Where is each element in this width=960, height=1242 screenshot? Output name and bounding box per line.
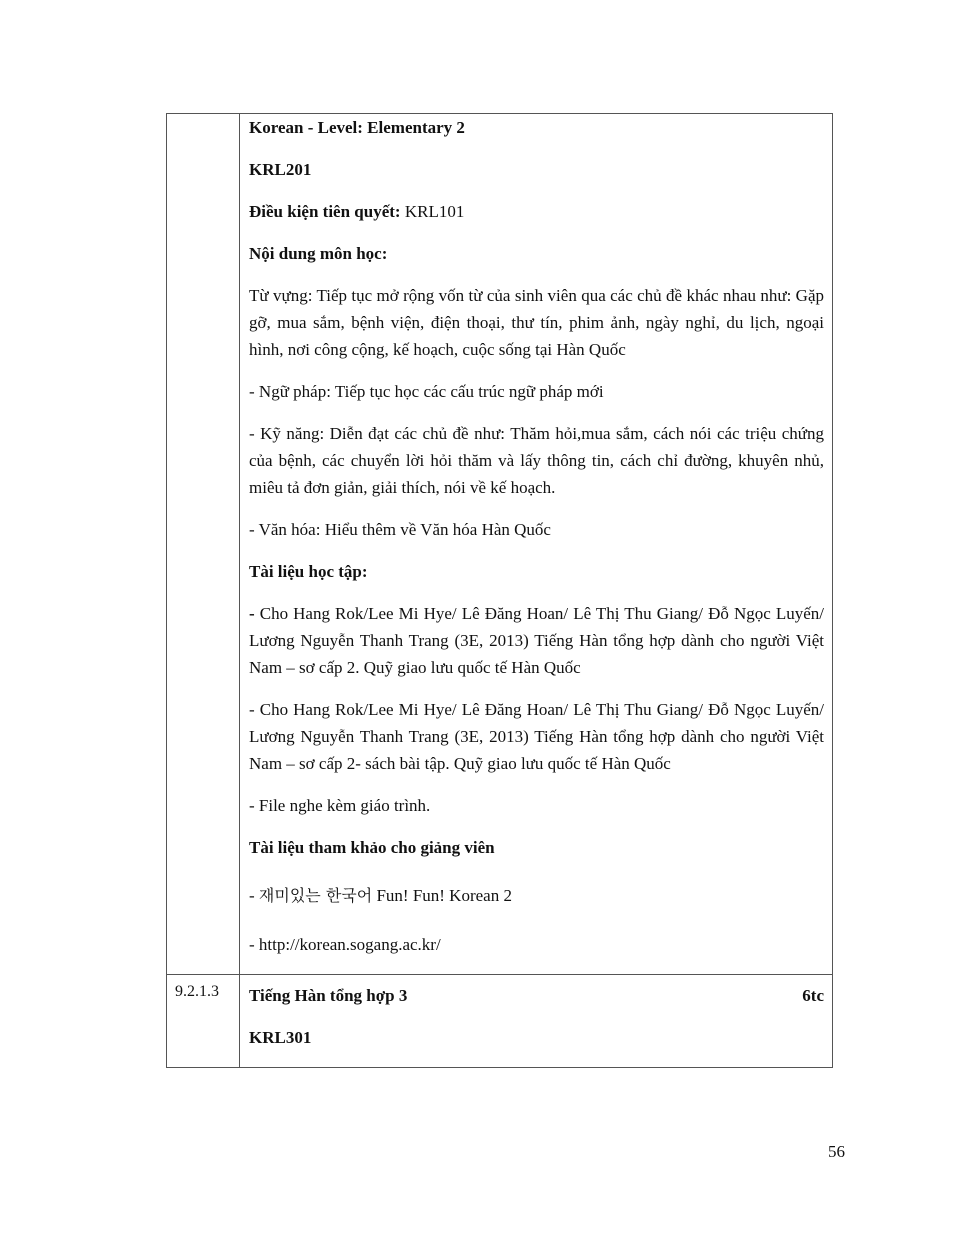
material-item — [249, 600, 824, 681]
reference-heading: Tài liệu tham khảo cho giảng viên — [249, 838, 495, 857]
course-row-krl201 — [167, 114, 832, 974]
course-title: Tiếng Hàn tổng hợp 3 — [249, 986, 408, 1005]
reference-link: - http://korean.sogang.ac.kr/ — [249, 935, 441, 954]
material-item: - File nghe kèm giáo trình. — [249, 796, 431, 815]
course-body-cell — [240, 975, 832, 1067]
course-table — [166, 113, 833, 1068]
course-heading-line — [249, 982, 824, 1009]
course-credits: 6tc — [802, 986, 824, 1005]
course-number-cell: 9.2.1.3 — [167, 975, 240, 1067]
culture-text: - Văn hóa: Hiểu thêm về Văn hóa Hàn Quốc — [249, 520, 551, 539]
course-title: Korean - Level: Elementary 2 — [249, 118, 465, 137]
content-heading: Nội dung môn học: — [249, 244, 388, 263]
skills-text: - Kỹ năng: Diễn đạt các chủ đề như: Thăm hỏi,mua sắm, cách nói các triệu chứng của bệnh, các chuyển lời hỏi thăm và lấy thông tin, cách chỉ đường, khuyên nhủ, miêu tả đơn giản, giải thích, nói về kế hoạch. — [249, 424, 824, 497]
prerequisite-value: KRL101 — [400, 202, 465, 221]
reference-korean-title: 재미있는 한국어 — [258, 886, 373, 905]
reference-item — [249, 882, 824, 909]
grammar-text: - Ngữ pháp: Tiếp tục học các cấu trúc ngữ pháp mới — [249, 382, 604, 401]
course-code: KRL301 — [249, 1028, 312, 1047]
material-dash: - — [249, 604, 255, 623]
material-text: Cho Hang Rok/Lee Mi Hye/ Lê Đăng Hoan/ Lê Thị Thu Giang/ Đỗ Ngọc Luyến/ Lương Nguyễn Thanh Trang (3E, 2013) Tiếng Hàn tổng hợp dành cho người Việt Nam – sơ cấp 2. Quỹ giao lưu quốc tế Hàn Quốc — [249, 604, 824, 677]
course-row-krl301 — [167, 974, 832, 1067]
vocabulary-text: Từ vựng: Tiếp tục mở rộng vốn từ của sinh viên qua các chủ đề khác nhau như: Gặp gỡ, mua sắm, bệnh viện, điện thoại, thư tín, phim ảnh, ngày nghỉ, du lịch, ngoại hình, nơi công cộng, kế hoạch, cuộc sống tại Hàn Quốc — [249, 286, 824, 359]
course-body-cell — [240, 114, 832, 974]
course-number-cell — [167, 114, 240, 974]
course-code: KRL201 — [249, 160, 312, 179]
reference-dash: - — [249, 886, 259, 905]
prerequisite — [249, 198, 824, 225]
page-number: 56 — [828, 1142, 845, 1161]
material-item: - Cho Hang Rok/Lee Mi Hye/ Lê Đăng Hoan/ Lê Thị Thu Giang/ Đỗ Ngọc Luyến/ Lương Nguyễn Thanh Trang (3E, 2013) Tiếng Hàn tổng hợp dành cho người Việt Nam – sơ cấp 2- sách bài tập. Quỹ giao lưu quốc tế Hàn Quốc — [249, 700, 824, 773]
reference-english-title: Fun! Fun! Korean 2 — [372, 886, 512, 905]
prerequisite-label: Điều kiện tiên quyết: — [249, 202, 401, 221]
materials-heading: Tài liệu học tập: — [249, 562, 368, 581]
